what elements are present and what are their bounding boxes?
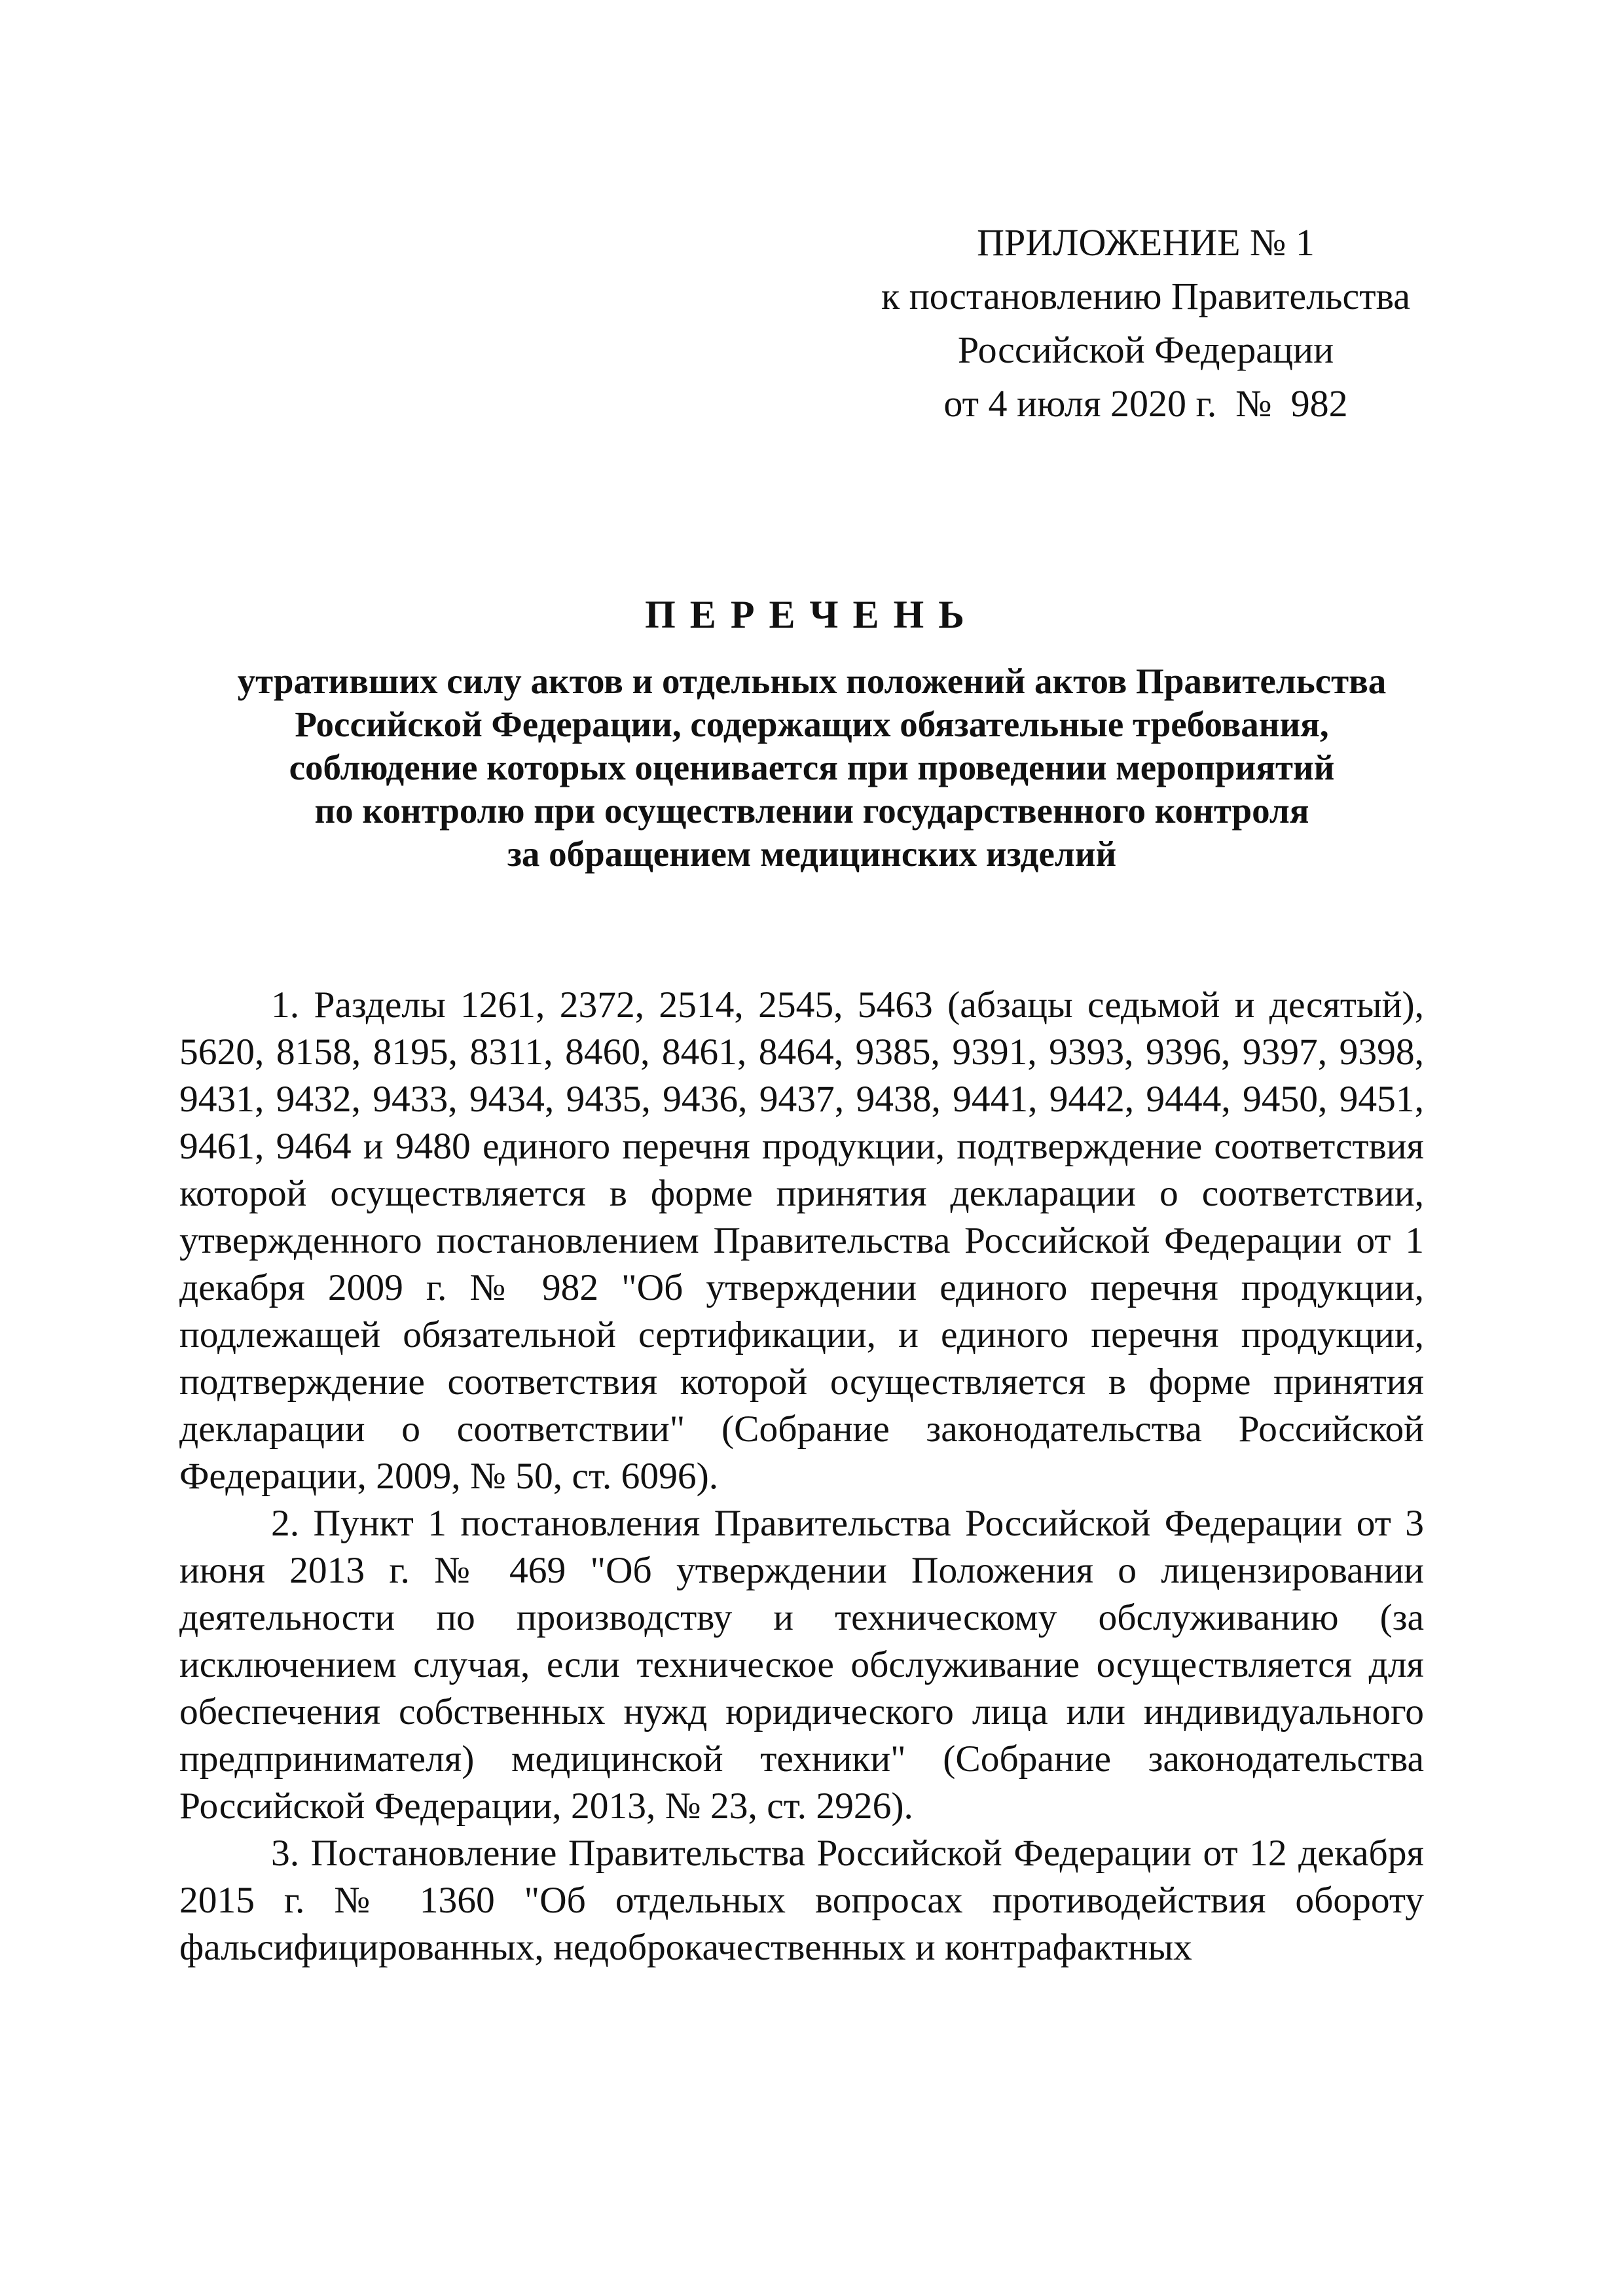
list-item-2: 2. Пункт 1 постановления Правительства Российской Федерации от 3 июня 2013 г. № 469 "Об утверждении Положения о лицензировании деятельности по производству и техническому обслуживанию (за исключением случая, если техническое обслуживание осуществляется для обеспечения собственных нужд юридического лица или индивидуального предпринимателя) медицинской техники" (Собрание законодательства Российской Федерации, 2013, № 23, ст. 2926). xyxy=(179,1503,1424,1827)
document-title: ПЕРЕЧЕНЬ xyxy=(645,593,979,636)
list-item-1: 1. Разделы 1261, 2372, 2514, 2545, 5463 (абзацы седьмой и десятый), 5620, 8158, 8195, 8311, 8460, 8461, 8464, 9385, 9391, 9393, 9396, 9397, 9398, 9431, 9432, 9433, 9434, 9435, 9436, 9437, 9438, 9441, 9442, 9444, 9450, 9451, 9461, 9464 и 9480 единого перечня продукции, подтверждение соответствия которой осуществляется в форме принятия декларации о соответствии, утвержденного постановлением Правительства Российской Федерации от 1 декабря 2009 г. № 982 "Об утверждении единого перечня продукции, подлежащей обязательной сертификации, и единого перечня продукции, подтверждение соответствия которой осуществляется в форме принятия декларации о соответствии" (Собрание законодательства Российской Федерации, 2009, № 50, ст. 6096). xyxy=(179,984,1424,1497)
document-body xyxy=(179,982,1424,1971)
subtitle-line: Российской Федерации, содержащих обязательные требования, xyxy=(295,704,1329,744)
appendix-country: Российской Федерации xyxy=(957,329,1334,371)
list-item-3: 3. Постановление Правительства Российской Федерации от 12 декабря 2015 г. № 1360 "Об отдельных вопросах противодействия обороту фальсифицированных, недоброкачественных и контрафактных xyxy=(179,1833,1424,1968)
appendix-header xyxy=(845,216,1447,431)
appendix-resolution: к постановлению Правительства xyxy=(881,275,1410,317)
subtitle-line: соблюдение которых оценивается при проведении мероприятий xyxy=(289,747,1335,787)
document-subtitle xyxy=(157,660,1467,876)
appendix-label: ПРИЛОЖЕНИЕ № 1 xyxy=(977,221,1315,264)
subtitle-line: по контролю при осуществлении государственного контроля xyxy=(314,791,1309,831)
subtitle-line: за обращением медицинских изделий xyxy=(507,834,1117,874)
subtitle-line: утративших силу актов и отдельных положений актов Правительства xyxy=(237,661,1387,701)
appendix-date-number: от 4 июля 2020 г. № 982 xyxy=(943,382,1348,425)
